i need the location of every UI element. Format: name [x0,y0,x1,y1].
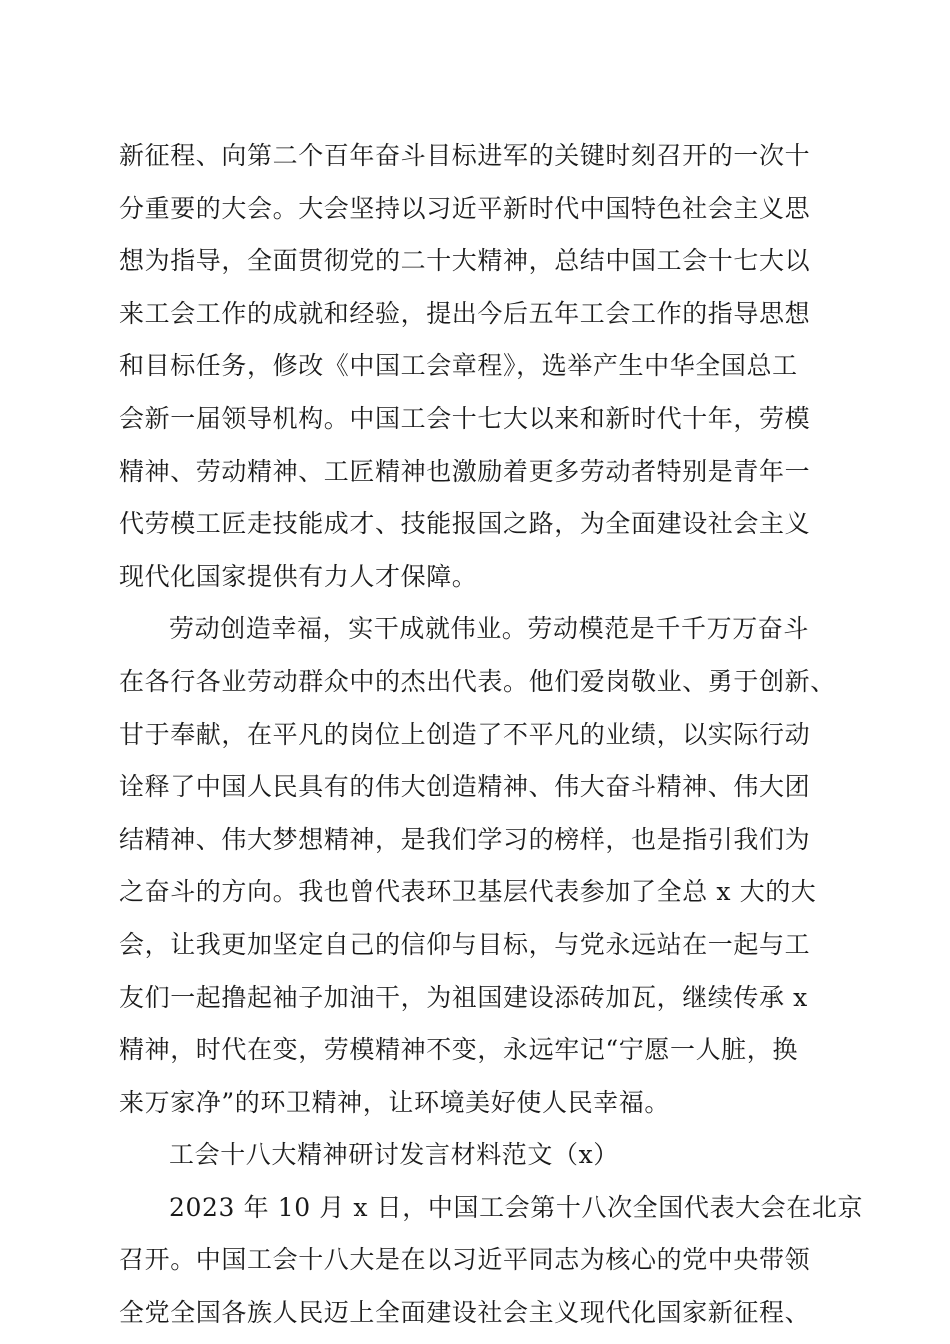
paragraph-start-line: 2023 年 10 月 x 日，中国工会第十八次全国代表大会在北京 [169,1192,864,1222]
paragraph-start-line: 劳动创造幸福，实干成就伟业。劳动模范是千千万万奋斗 [169,614,810,644]
text-line: 代劳模工匠走技能成才、技能报国之路，为全面建设社会主义 [119,509,811,539]
text-line: 现代化国家提供有力人才保障。 [119,561,478,591]
text-line: 友们一起撸起袖子加油干，为祖国建设添砖加瓦，继续传承 x [119,982,808,1012]
text-line: 之奋斗的方向。我也曾代表环卫基层代表参加了全总 x 大的大 [119,877,817,907]
text-line: 分重要的大会。大会坚持以习近平新时代中国特色社会主义思 [119,193,811,223]
text-line: 会，让我更加坚定自己的信仰与目标，与党永远站在一起与工 [119,929,811,959]
text-line: 会新一届领导机构。中国工会十七大以来和新时代十年，劳模 [119,403,811,433]
text-line: 精神、劳动精神、工匠精神也激励着更多劳动者特别是青年一 [119,456,811,486]
document-body [119,130,864,1340]
text-line: 召开。中国工会十八大是在以习近平同志为核心的党中央带领 [119,1245,811,1275]
text-line: 精神，时代在变，劳模精神不变，永远牢记“宁愿一人脏，换 [119,1035,798,1065]
text-line: 来工会工作的成就和经验，提出今后五年工会工作的指导思想 [119,298,811,328]
text-line: 结精神、伟大梦想精神，是我们学习的榜样，也是指引我们为 [119,824,811,854]
text-line: 甘于奉献，在平凡的岗位上创造了不平凡的业绩，以实际行动 [119,719,811,749]
text-line: 新征程、向第二个百年奋斗目标进军的关键时刻召开的一次十 [119,141,811,170]
text-line: 想为指导，全面贯彻党的二十大精神，总结中国工会十七大以 [119,246,811,276]
text-line: 诠释了中国人民具有的伟大创造精神、伟大奋斗精神、伟大团 [119,772,811,802]
text-line: 在各行各业劳动群众中的杰出代表。他们爱岗敬业、勇于创新、 [119,666,836,696]
section-heading: 工会十八大精神研讨发言材料范文（x） [169,1140,619,1170]
text-line: 全党全国各族人民迈上全面建设社会主义现代化国家新征程、 [119,1298,811,1328]
text-line: 来万家净”的环卫精神，让环境美好使人民幸福。 [119,1087,670,1117]
text-line: 和目标任务，修改《中国工会章程》，选举产生中华全国总工 [119,351,798,381]
